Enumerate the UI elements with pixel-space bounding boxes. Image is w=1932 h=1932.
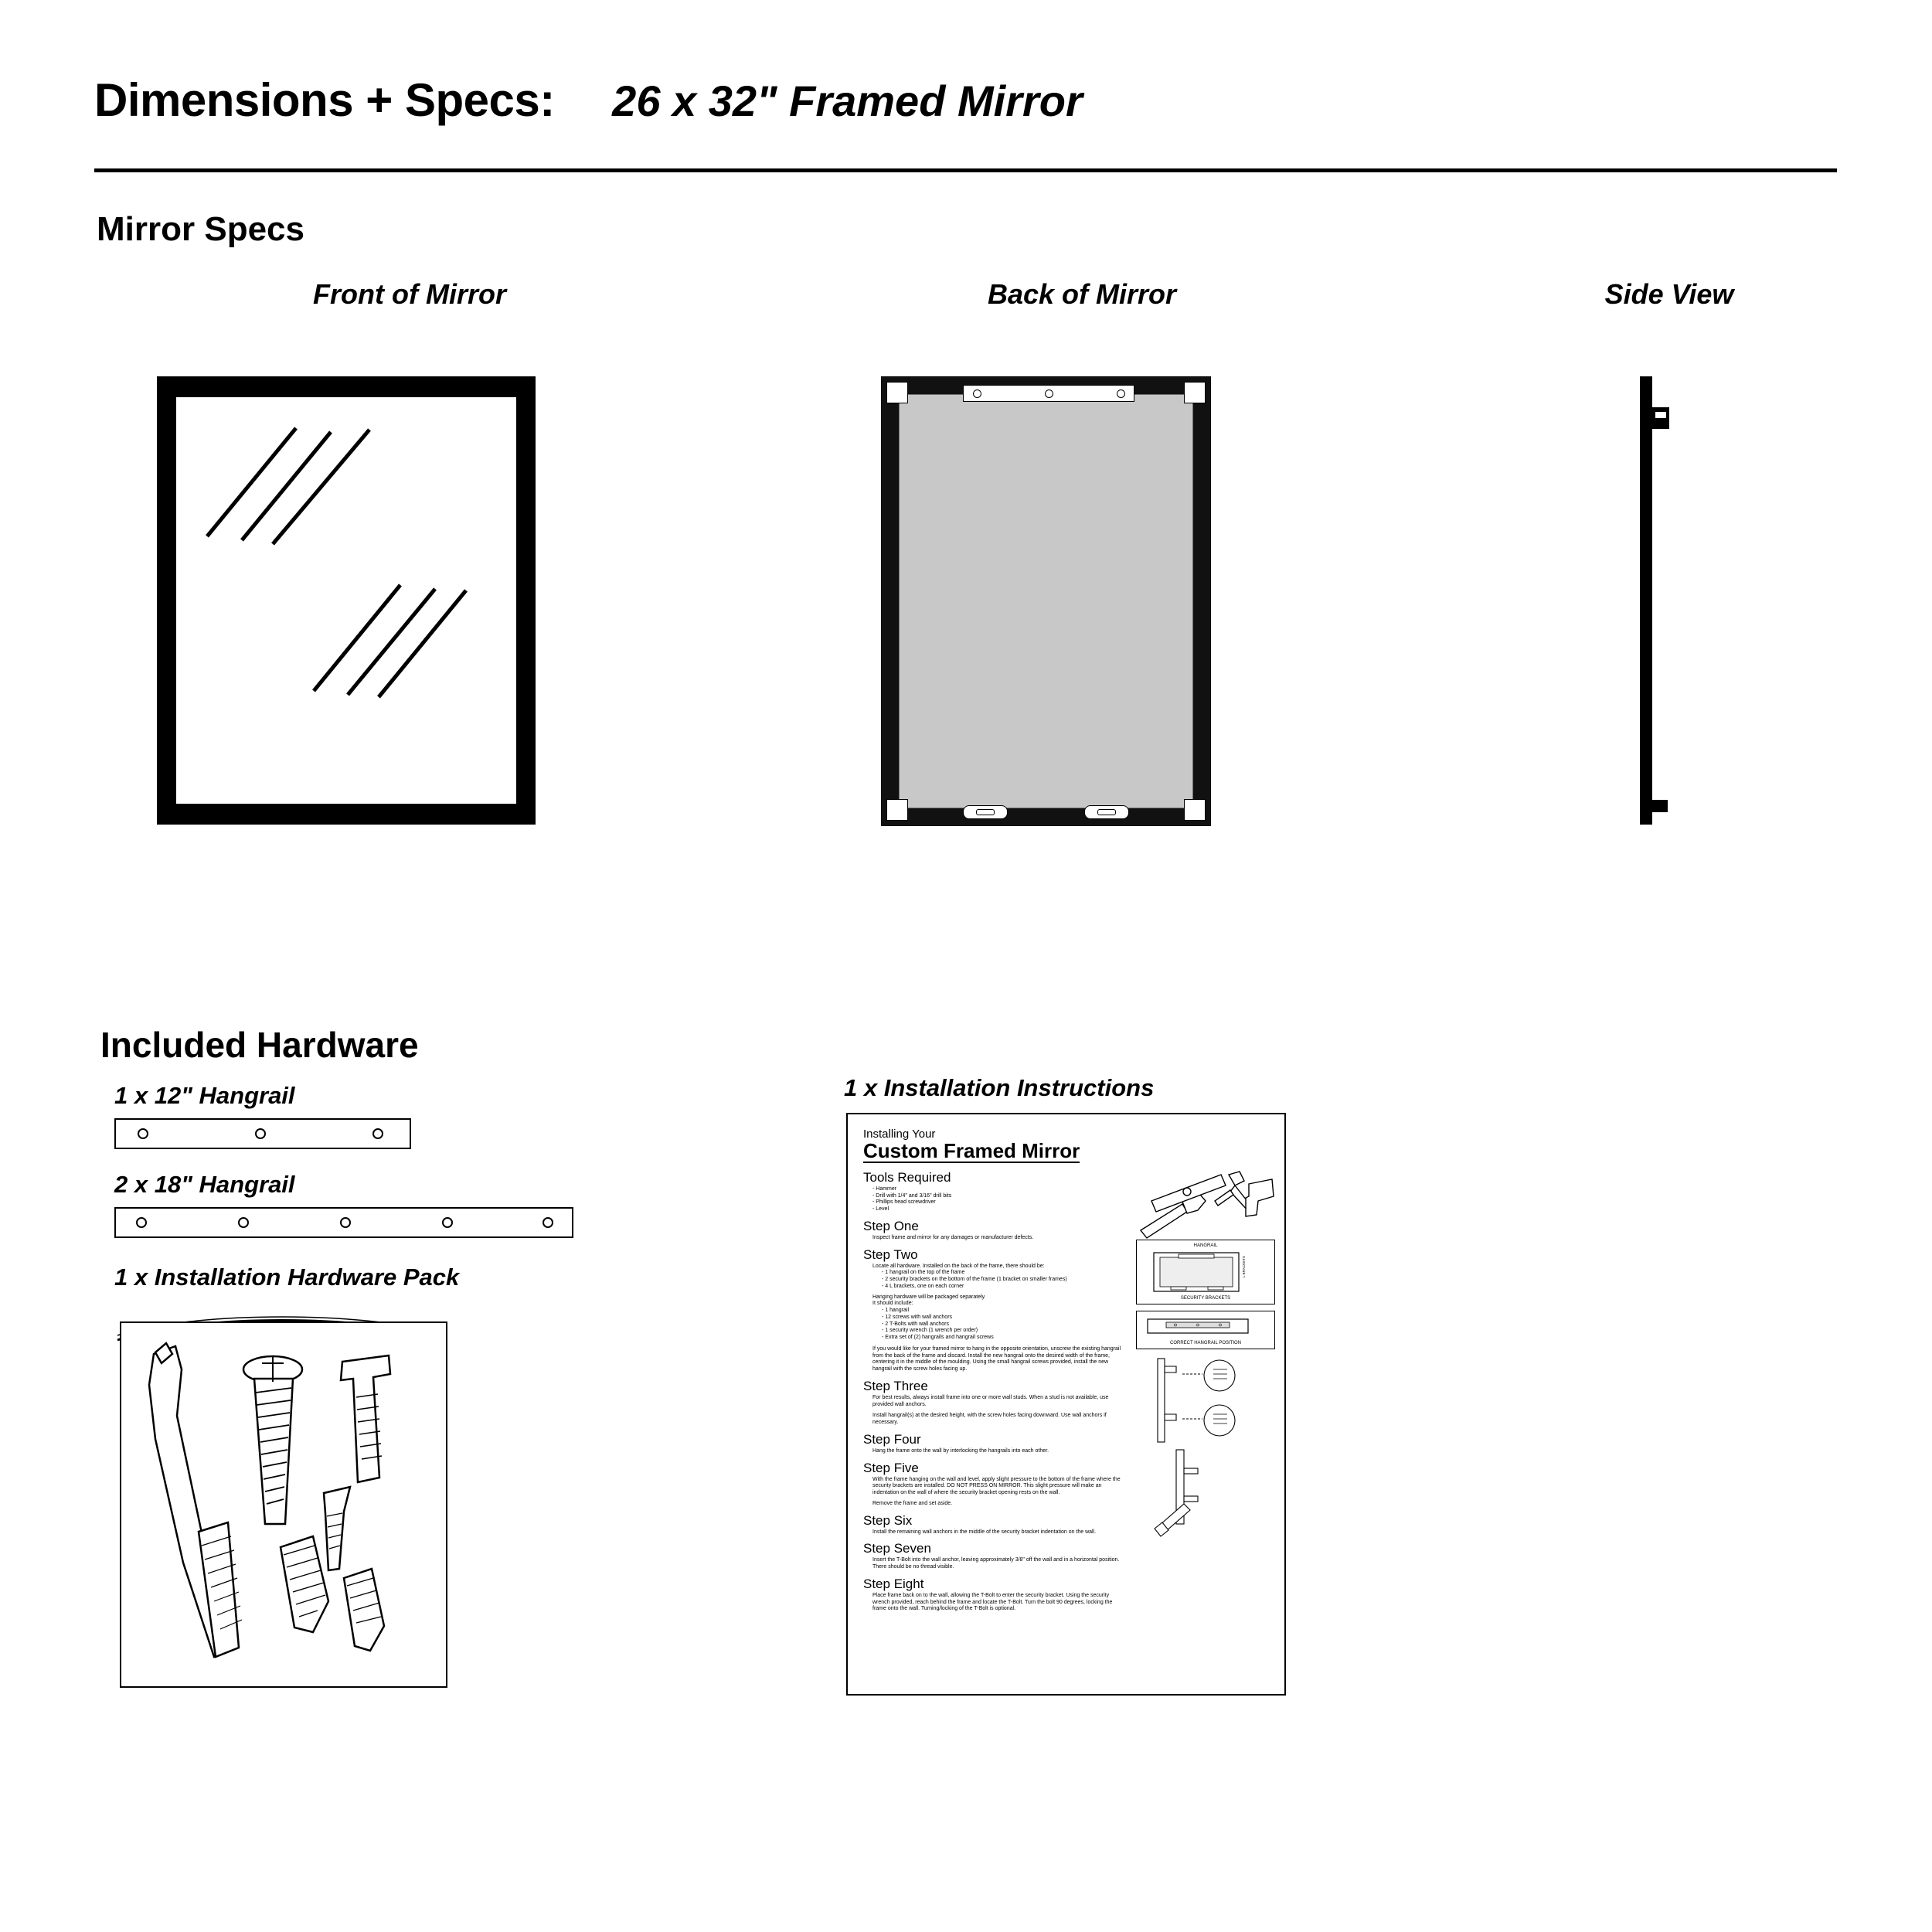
tool-item: - Drill with 1/4" and 3/16" drill bits bbox=[872, 1192, 952, 1199]
label-hangrail-18: 2 x 18" Hangrail bbox=[114, 1171, 295, 1198]
page-title: Dimensions + Specs: bbox=[94, 74, 555, 126]
label-side-view: Side View bbox=[1604, 278, 1734, 310]
step-seven-body: Insert the T-Bolt into the wall anchor, leaving approximately 3/8" off the wall and in a horizontal position. There should be no thread visible. bbox=[872, 1557, 1120, 1570]
sheet-tools-list bbox=[872, 1186, 1128, 1213]
step-five-body bbox=[872, 1477, 1128, 1508]
step-two-line: - 1 hangrail on the top of the frame bbox=[882, 1270, 965, 1276]
svg-text:L BRACKETS: L BRACKETS bbox=[1242, 1256, 1246, 1277]
l-bracket-bottom-left bbox=[886, 799, 908, 821]
installation-instructions-sheet bbox=[846, 1113, 1286, 1696]
hangrail-12-diagram bbox=[114, 1118, 411, 1149]
page-subtitle: 26 x 32" Framed Mirror bbox=[612, 77, 1083, 125]
sheet-title: Custom Framed Mirror bbox=[863, 1138, 1080, 1162]
security-bracket-slot bbox=[1097, 809, 1116, 815]
back-hangrail bbox=[963, 385, 1134, 402]
rail-hole bbox=[372, 1128, 383, 1139]
step-five-line: Remove the frame and set aside. bbox=[872, 1500, 953, 1506]
step-two-heading: Step Two bbox=[863, 1247, 918, 1262]
label-back-of-mirror: Back of Mirror bbox=[987, 278, 1177, 310]
rail-hole bbox=[543, 1217, 553, 1228]
figure-caption-correct-hangrail-position: CORRECT HANGRAIL POSITION bbox=[1169, 1341, 1241, 1345]
step-five-line: With the frame hanging on the wall and level, apply slight pressure to the bottom of the frame where the security brackets are installed. DO NOT PRESS ON MIRROR. This slight pressure will make an indentation on the wall of where the security bracket opening rests on the wall. bbox=[872, 1476, 1121, 1495]
figure-caption-hangrail: HANGRAIL bbox=[1193, 1243, 1218, 1248]
side-view-hangrail-clip bbox=[1652, 407, 1669, 429]
security-bracket-right bbox=[1084, 805, 1129, 819]
wall-mount-detail-illustration bbox=[1136, 1355, 1267, 1448]
tool-item: - Level bbox=[872, 1206, 889, 1212]
hangrail-18-diagram bbox=[114, 1207, 573, 1238]
tool-item: - Hammer bbox=[872, 1185, 897, 1192]
security-bracket-left bbox=[963, 805, 1008, 819]
section-heading-included-hardware: Included Hardware bbox=[100, 1025, 419, 1065]
t-bolt-detail-illustration bbox=[1136, 1448, 1267, 1549]
label-installation-instructions: 1 x Installation Instructions bbox=[844, 1074, 1155, 1101]
tools-illustration bbox=[1136, 1170, 1275, 1240]
section-heading-mirror-specs: Mirror Specs bbox=[97, 210, 304, 248]
hardware-contents bbox=[121, 1323, 443, 1683]
hangrail-hole bbox=[973, 389, 981, 398]
step-three-heading: Step Three bbox=[863, 1378, 928, 1393]
figure-correct-hangrail-position bbox=[1136, 1311, 1275, 1349]
rail-hole bbox=[136, 1217, 147, 1228]
label-hangrail-12: 1 x 12" Hangrail bbox=[114, 1082, 295, 1109]
step-three-line: For best results, always install frame into one or more wall studs. When a stud is not available, use provided wall anchors. bbox=[872, 1394, 1109, 1407]
l-bracket-top-left bbox=[886, 382, 908, 403]
step-two-line: - 12 screws with wall anchors bbox=[882, 1314, 953, 1320]
sheet-eyebrow: Installing Your bbox=[863, 1128, 936, 1141]
step-three-body bbox=[872, 1395, 1128, 1427]
label-front-of-mirror: Front of Mirror bbox=[313, 278, 506, 310]
rail-hole bbox=[340, 1217, 351, 1228]
figure-hangrail-brackets bbox=[1136, 1240, 1275, 1304]
step-two-line: Hanging hardware will be packaged separately. bbox=[872, 1294, 986, 1300]
step-two-line: - 1 hangrail bbox=[882, 1308, 910, 1313]
hangrail-hole bbox=[1117, 389, 1125, 398]
back-of-mirror-diagram bbox=[881, 376, 1211, 826]
step-two-line: Locate all hardware. Installed on the back of the frame, there should be: bbox=[872, 1263, 1045, 1269]
step-six-body: Install the remaining wall anchors in the middle of the security bracket indentation on the wall. bbox=[872, 1529, 1097, 1535]
label-hardware-pack: 1 x Installation Hardware Pack bbox=[114, 1264, 460, 1291]
rail-hole bbox=[238, 1217, 249, 1228]
step-one-body: Inspect frame and mirror for any damages or manufacturer defects. bbox=[872, 1234, 1034, 1240]
step-four-body: Hang the frame onto the wall by interlocking the hangrails into each other. bbox=[872, 1447, 1049, 1454]
sheet-tools-heading: Tools Required bbox=[863, 1169, 951, 1185]
l-bracket-top-right bbox=[1184, 382, 1206, 403]
hardware-bag bbox=[120, 1321, 447, 1688]
step-two-line: - 2 T-Bolts with wall anchors bbox=[882, 1321, 950, 1327]
step-three-line: Install hangrail(s) at the desired height, with the screw holes facing downward. Use wall anchors if necessary. bbox=[872, 1413, 1107, 1425]
step-two-line: - Extra set of (2) hangrails and hangrail screws bbox=[882, 1335, 994, 1340]
hangrail-hole bbox=[1045, 389, 1053, 398]
step-two-note: If you would like for your framed mirror to hang in the opposite orientation, unscrew the existing hangrail from the back of the frame and discard. Install the new hangrail onto the desired width of the frame, centering it in the middle of the moulding. Using the small hangrail screws provided, install the new hangrail with the screw holes facing up. bbox=[872, 1345, 1121, 1372]
rail-hole bbox=[442, 1217, 453, 1228]
front-of-mirror-diagram bbox=[157, 376, 536, 825]
step-two-line: - 2 security brackets on the bottom of the frame (1 bracket on smaller frames) bbox=[882, 1277, 1067, 1282]
step-two-body bbox=[872, 1264, 1128, 1373]
tool-item: - Phillips head screwdriver bbox=[872, 1199, 936, 1206]
figure-caption-security-brackets: SECURITY BRACKETS bbox=[1180, 1296, 1231, 1301]
security-bracket-slot bbox=[976, 809, 995, 815]
rail-hole bbox=[138, 1128, 148, 1139]
sheet-figures bbox=[1136, 1161, 1275, 1549]
page-header bbox=[94, 73, 1849, 166]
step-four-heading: Step Four bbox=[863, 1431, 921, 1447]
step-two-line: - 4 L brackets, one on each corner bbox=[882, 1283, 964, 1289]
step-eight-heading: Step Eight bbox=[863, 1576, 924, 1591]
header-divider bbox=[94, 168, 1837, 172]
step-six-heading: Step Six bbox=[863, 1512, 913, 1528]
side-view-profile bbox=[1640, 376, 1652, 825]
step-eight-body: Place frame back on to the wall, allowing the T-Bolt to enter the security bracket. Using the security wrench provided, reach behind the frame and locate the T-Bolt. Turn the bolt 90 degrees, locking the frame onto the wall. Turning/locking of the T-Bolt is optional. bbox=[872, 1592, 1113, 1612]
mirror-backing-panel bbox=[899, 394, 1193, 808]
step-seven-heading: Step Seven bbox=[863, 1541, 931, 1556]
step-two-line: It should include: bbox=[872, 1301, 913, 1307]
step-one-heading: Step One bbox=[863, 1218, 919, 1233]
step-five-heading: Step Five bbox=[863, 1460, 919, 1475]
side-view-security-bracket bbox=[1652, 800, 1668, 812]
rail-hole bbox=[255, 1128, 266, 1139]
l-bracket-bottom-right bbox=[1184, 799, 1206, 821]
glass-shine-lines bbox=[176, 397, 516, 804]
step-two-line: - 1 security wrench (1 wrench per order) bbox=[882, 1328, 978, 1334]
mirror-glass bbox=[176, 397, 516, 804]
